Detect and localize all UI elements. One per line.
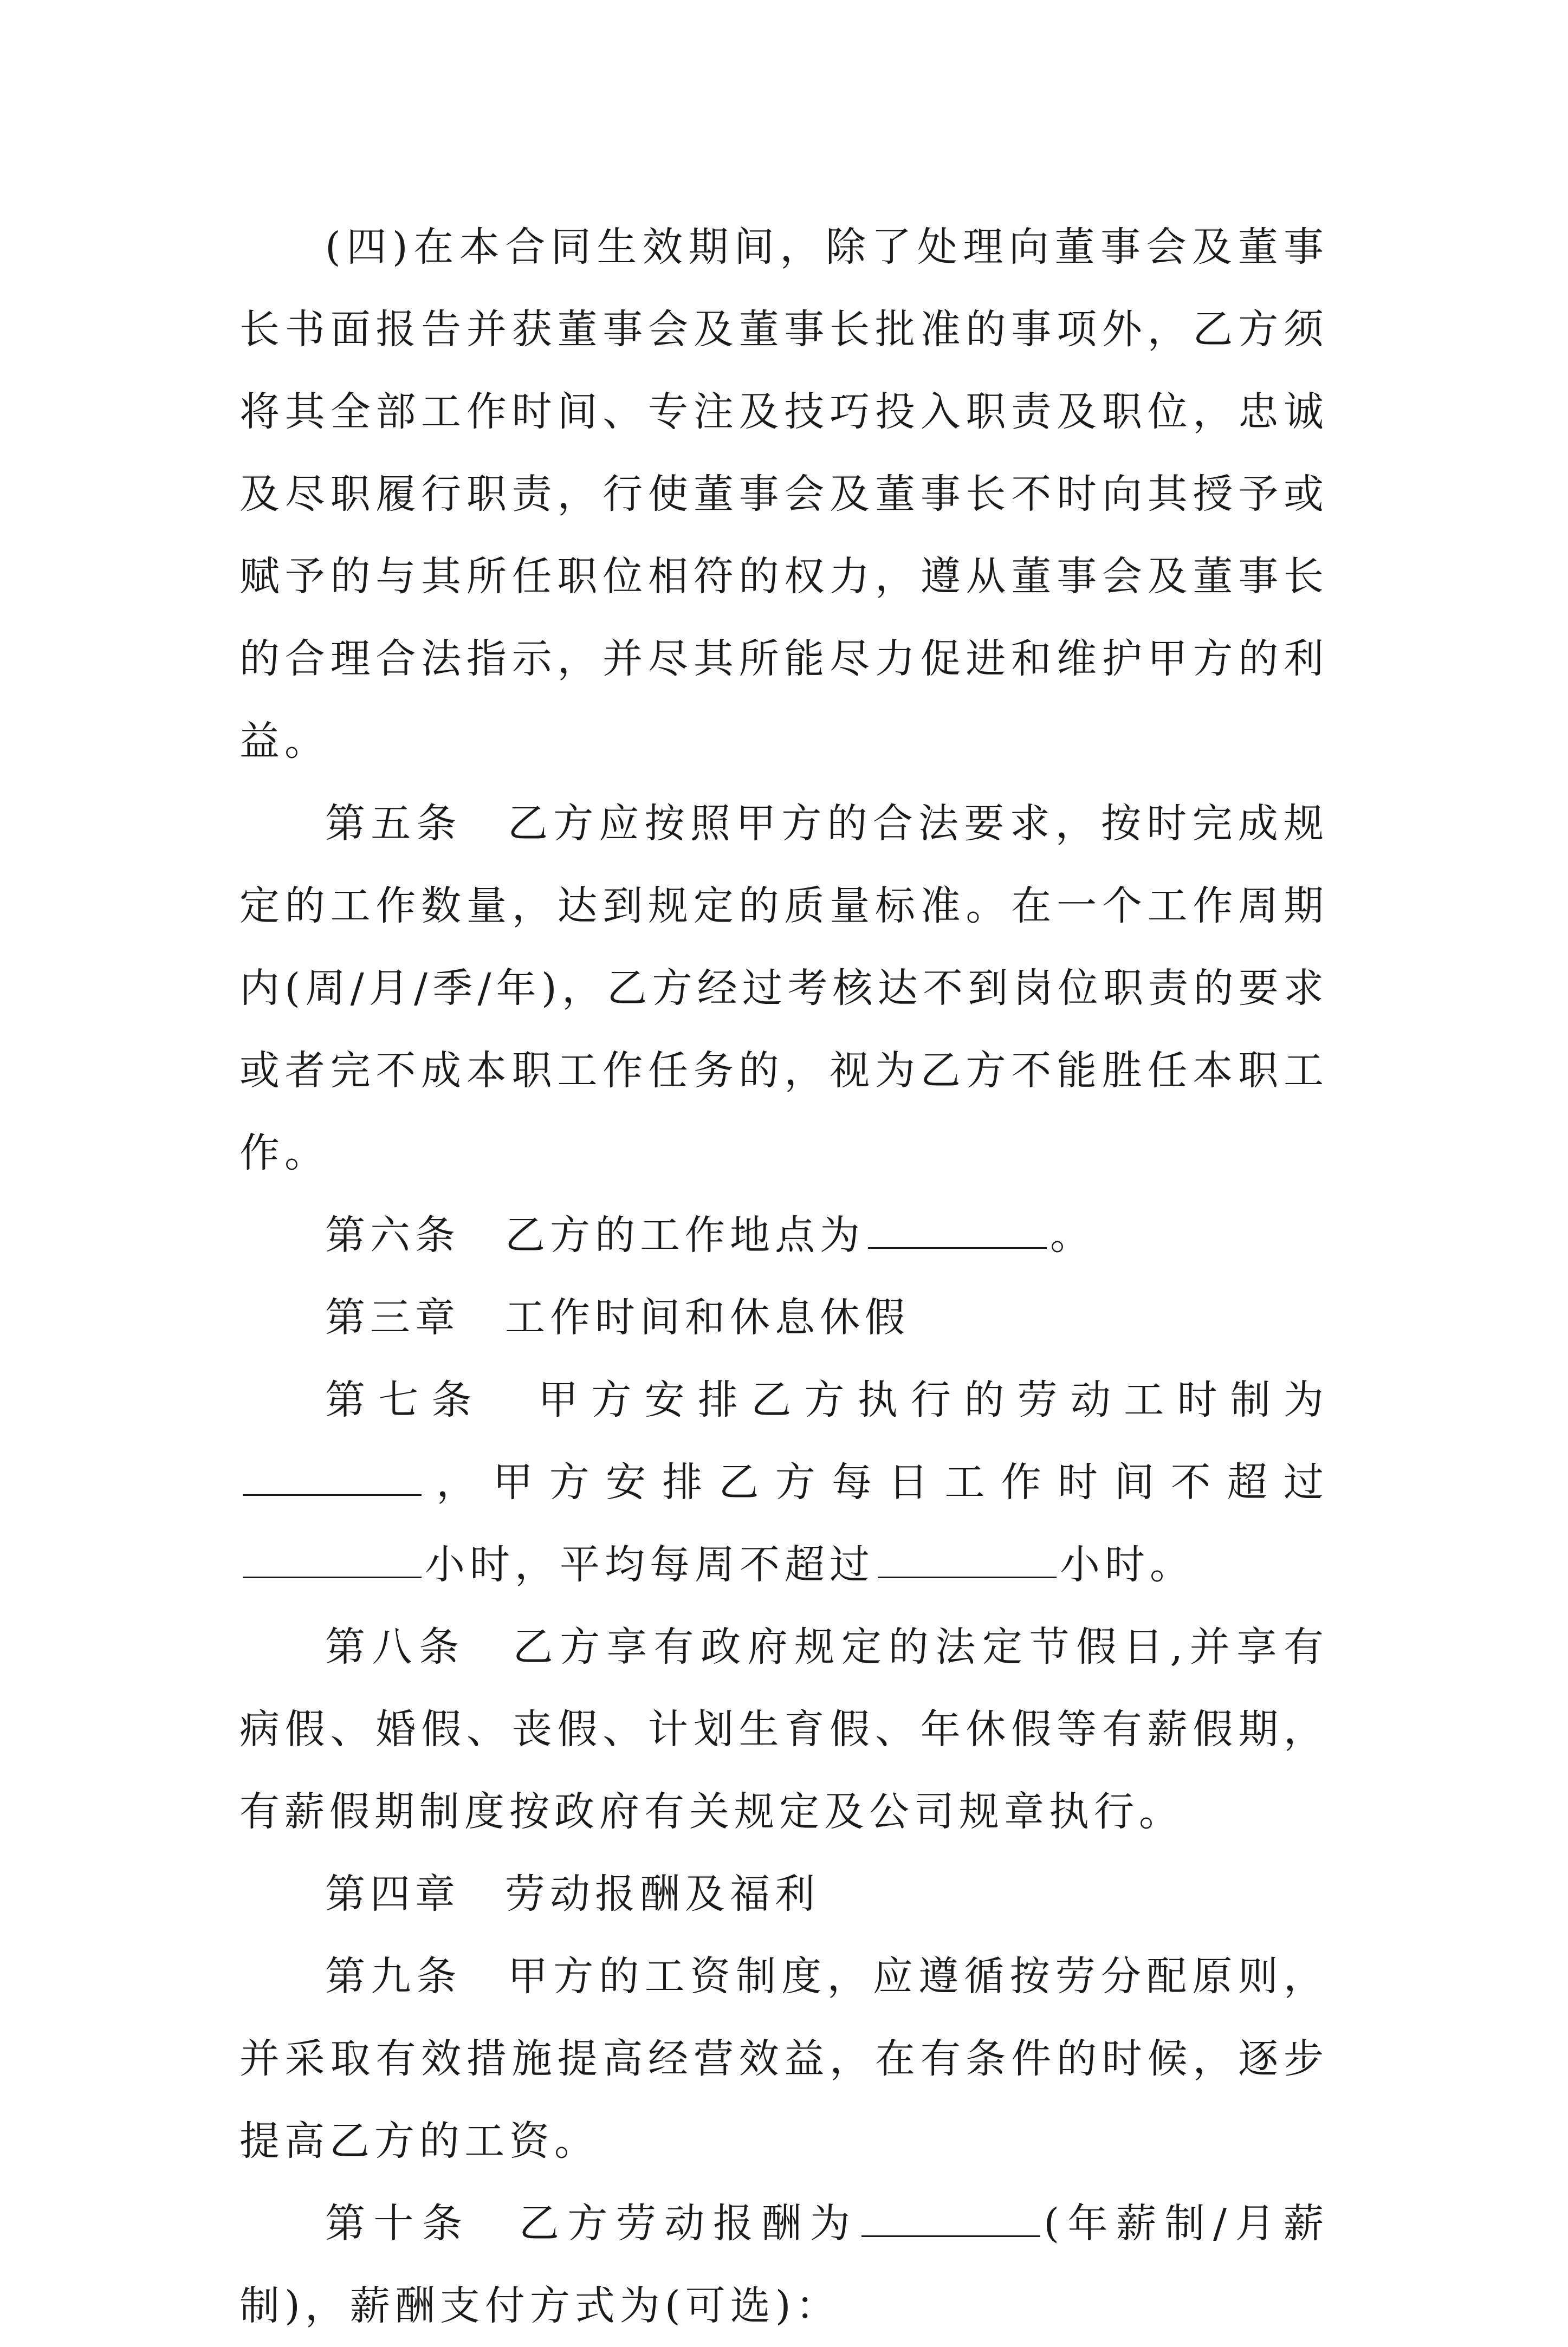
remuneration-blank[interactable] [861,2203,1040,2237]
chapter-4-heading: 第四章 劳动报酬及福利 [325,1871,820,1917]
article-5-paragraph: 第五条 乙方应按照甲方的合法要求，按时完成规定的工作数量，达到规定的质量标准。在一个工作周期内(周/月/季/年)，乙方经过考核达不到岗位职责的要求或者完不成本职工作任务的，视为乙方不能胜任本职工作。 [239,800,1329,1176]
article-7-text-d: 小时。 [1060,1541,1195,1588]
article-8-paragraph: 第八条 乙方享有政府规定的法定节假日,并享有病假、婚假、丧假、计划生育假、年休假等有薪假期，有薪假期制度按政府有关规定及公司规章执行。 [239,1624,1329,1835]
article-6-end: 。 [1050,1212,1095,1259]
article-10-paragraph [239,2182,1329,2347]
chapter-3-heading: 第三章 工作时间和休息休假 [325,1294,910,1341]
article-7-text-c: 小时，平均每周不超过 [425,1541,874,1588]
daily-hours-blank[interactable] [243,1544,422,1578]
working-hours-system-blank[interactable] [243,1462,422,1496]
work-location-blank[interactable] [868,1215,1047,1249]
article-7-paragraph [239,1359,1329,1606]
article-6-text: 第六条 乙方的工作地点为 [325,1212,865,1259]
article-7-text-b: ，甲方安排乙方每日工作时间不超过 [425,1459,1329,1506]
article-10-text-a: 第十条 乙方劳动报酬为 [325,2200,859,2247]
article-7-text-a: 第七条 甲方安排乙方执行的劳动工时制为 [325,1377,1329,1423]
article-10-text-b: (年薪制/月薪制)，薪酬支付方式为(可选)： [239,2200,1329,2329]
document-page [239,206,1329,2347]
article-9-paragraph: 第九条 甲方的工资制度，应遵循按劳分配原则，并采取有效措施提高经营效益，在有条件的时候，逐步提高乙方的工资。 [239,1953,1329,2164]
clause-4-paragraph: (四)在本合同生效期间，除了处理向董事会及董事长书面报告并获董事会及董事长批准的事项外，乙方须将其全部工作时间、专注及技巧投入职责及职位，忠诚及尽职履行职责，行使董事会及董事长不时向其授予或赋予的与其所任职位相符的权力，遵从董事会及董事长的合理合法指示，并尽其所能尽力促进和维护甲方的利益。 [239,224,1329,764]
weekly-hours-blank[interactable] [878,1544,1057,1578]
article-6-paragraph [239,1194,1329,1276]
